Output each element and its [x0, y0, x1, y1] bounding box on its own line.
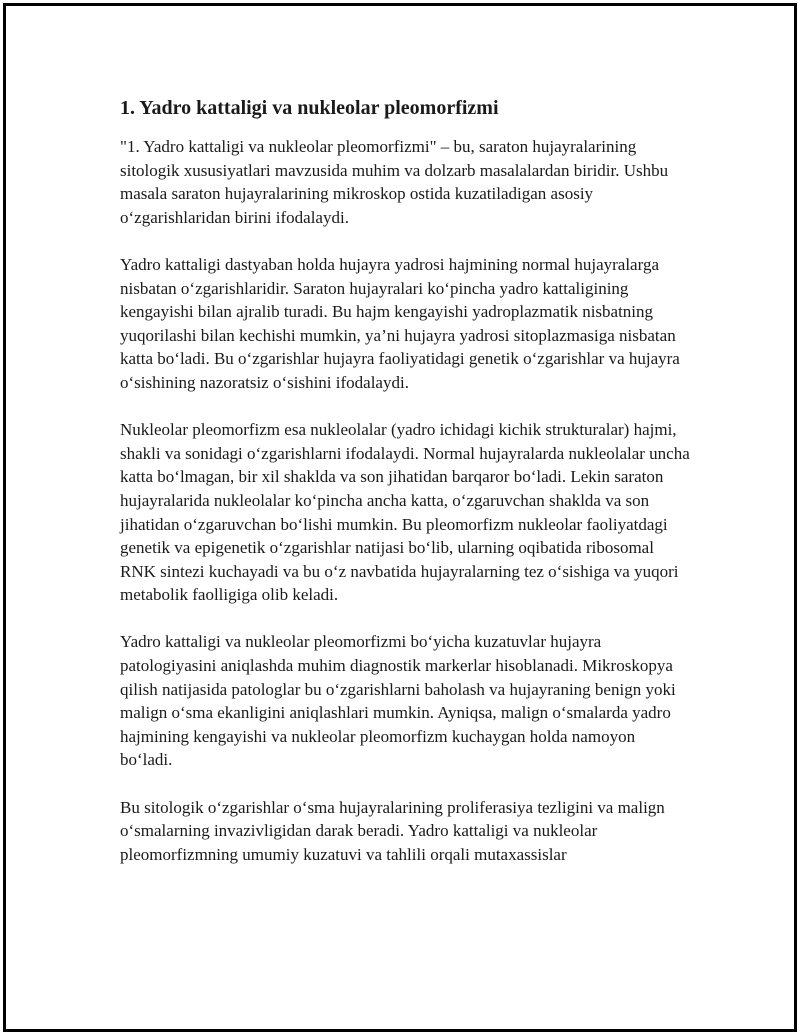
- paragraph-diagnostic-markers: Yadro kattaligi va nukleolar pleomorfizmi bo‘yicha kuzatuvlar hujayra patologiyasini aniqlashda muhim diagnostik markerlar hisoblanadi. Mikroskopya qilish natijasida patologlar bu o‘zgarishlarni baholash va hujayraning benign yoki malign o‘sma ekanligini aniqlashlari mumkin. Ayniqsa, malign o‘smalarda yadro hajmining kengayishi va nukleolar pleomorfizm kuchaygan holda namoyon bo‘ladi.: [120, 632, 676, 770]
- paragraph-intro: "1. Yadro kattaligi va nukleolar pleomorfizmi" – bu, saraton hujayralarining sitologik xususiyatlari mavzusida muhim va dolzarb masalalardan biridir. Ushbu masala saraton hujayralarining mikroskop ostida kuzatiladigan asosiy o‘zgarishlaridan birini ifodalaydi.: [120, 137, 669, 227]
- document-page: [3, 3, 797, 1032]
- page-title: 1. Yadro kattaligi va nukleolar pleomorfizmi: [120, 97, 499, 119]
- paragraph-proliferation: Bu sitologik o‘zgarishlar o‘sma hujayralarining proliferasiya tezligini va malign o‘smalarning invazivligidan darak beradi. Yadro kattaligi va nukleolar pleomorfizmning umumiy kuzatuvi va tahlili orqali mutaxassislar: [120, 797, 665, 864]
- paragraph-nucleolar-pleomorphism: Nukleolar pleomorfizm esa nukleolalar (yadro ichidagi kichik strukturalar) hajmi, shakli va sonidagi o‘zgarishlarni ifodalaydi. Normal hujayralarda nukleolalar uncha katta bo‘lmagan, bir xil shaklda va son jihatidan barqaror bo‘ladi. Lekin saraton hujayralarida nukleolalar ko‘pincha ancha katta, o‘zgaruvchan shaklda va son jihatidan o‘zgaruvchan bo‘lishi mumkin. Bu pleomorfizm nukleolar faoliyatdagi genetik va epigenetik o‘zgarishlar natijasi bo‘lib, ularning oqibatida ribosomal RNK sintezi kuchayadi va bu o‘z navbatida hujayralarning tez o‘sishiga va yuqori metabolik faolligiga olib keladi.: [120, 420, 690, 605]
- document-body: [120, 94, 690, 890]
- paragraph-nucleus-size: Yadro kattaligi dastyaban holda hujayra yadrosi hajmining normal hujayralarga nisbatan o‘zgarishlaridir. Saraton hujayralari ko‘pincha yadro kattaligining kengayishi bilan ajralib turadi. Bu hajm kengayishi yadroplazmatik nisbatning yuqorilashi bilan kechishi mumkin, ya’ni hujayra yadrosi sitoplazmasiga nisbatan katta bo‘ladi. Bu o‘zgarishlar hujayra faoliyatidagi genetik o‘zgarishlar va hujayra o‘sishining nazoratsiz o‘sishini ifodalaydi.: [120, 254, 680, 392]
